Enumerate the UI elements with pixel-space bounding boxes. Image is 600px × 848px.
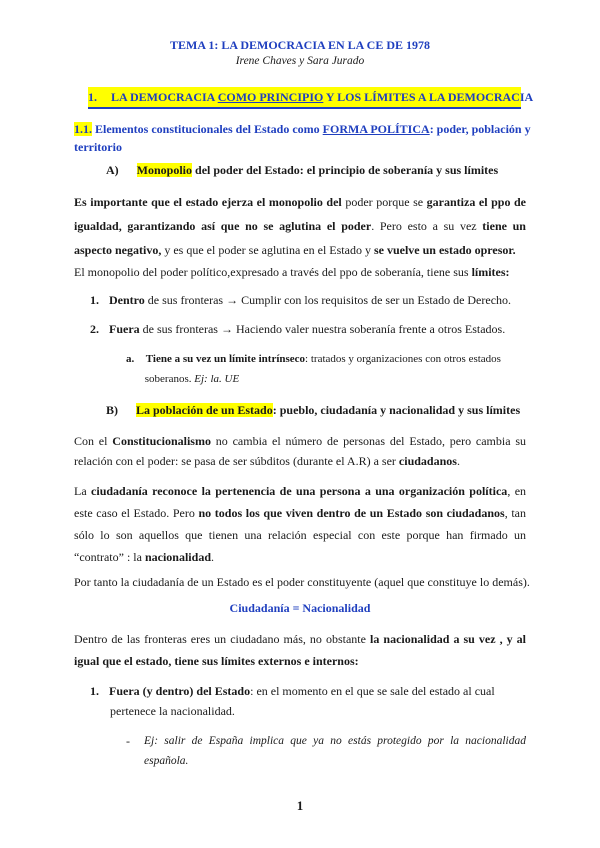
heading-a-highlight: Monopolio <box>136 163 193 177</box>
p1-s4: igualdad, garantizando así que no se aglutina el poder <box>74 219 372 233</box>
p4-s4: caso el Estado. Pero <box>96 506 195 520</box>
list-item-2-number: 2. <box>90 322 99 336</box>
section-1-title-post: Y LOS LÍMITES A LA DEMOCRACIA <box>325 90 534 104</box>
p6-s2: la nacionalidad a su vez , y al igual <box>74 632 527 668</box>
subsection-1-1-title-line2: territorio <box>74 140 122 154</box>
equation-line: Ciudadanía = Nacionalidad <box>229 601 371 615</box>
p4-s7: son aquellos que tienen una relación especial con este porque han firmado un “contrato” : la <box>74 528 526 564</box>
heading-b-highlight: La población de un Estado <box>136 403 273 417</box>
p1-s6: tiene un aspecto <box>74 219 526 257</box>
paragraph-4 <box>74 480 526 568</box>
list-item-2 <box>90 319 505 339</box>
p4-s8: nacionalidad <box>144 550 211 564</box>
list2-item-1-bold: Fuera (y dentro) del Estado <box>109 684 251 698</box>
heading-b-rest: : pueblo, ciudadanía y nacionalidad y sus límites <box>272 403 521 417</box>
section-1-number: 1. <box>88 90 97 104</box>
sublist-a-example: Ej: la. UE <box>194 373 240 385</box>
list2-item-1 <box>90 681 526 701</box>
subsection-1-1-number: 1.1. <box>74 122 92 136</box>
bullet-line1: Ej: salir de España implica que ya no estás protegido por la nacionalidad <box>144 735 526 747</box>
subsection-1-1-title-underlined: FORMA POLÍTICA <box>322 122 430 136</box>
p1-s9: se vuelve un estado opresor. <box>373 243 516 257</box>
p3-s4: con el poder: se pasa de ser súbditos (durante el A.R) a ser <box>115 454 396 468</box>
list2-item-1-line2: pertenece la nacionalidad. <box>110 704 235 718</box>
p2-text: El monopolio del poder político,expresado a través del ppo de soberanía, tiene sus <box>74 265 469 279</box>
p1-s2: poder porque se <box>345 195 424 209</box>
heading-b-letter: B) <box>106 403 118 417</box>
heading-b <box>106 400 520 420</box>
list-item-2-bold: Fuera <box>109 322 140 336</box>
paragraph-6 <box>74 628 526 672</box>
subsection-1-1-heading <box>74 120 534 156</box>
paragraph-3 <box>74 431 526 471</box>
bullet-dash: - <box>126 734 130 748</box>
sublist-item-a <box>126 349 526 389</box>
section-1-title-underlined: COMO PRINCIPIO <box>217 90 324 104</box>
list-item-1-bold: Dentro <box>109 293 145 307</box>
section-1-heading <box>88 87 534 109</box>
p6-s3: que el estado, tiene sus límites externos e internos: <box>102 654 359 668</box>
document-authors: Irene Chaves y Sara Jurado <box>235 55 365 67</box>
p3-s2: Constitucionalismo <box>112 434 211 448</box>
heading-a-rest: del poder del Estado: el principio de soberanía y sus límites <box>195 163 499 177</box>
p4-s2: ciudadanía reconoce la pertenencia de una persona a una organización política <box>91 484 508 498</box>
list2-item-1-text: : en el momento en el que se sale del estado al cual <box>250 684 495 698</box>
p4-s5: no todos los que viven dentro de un Estado son ciudadanos <box>198 506 505 520</box>
p3-s5: ciudadanos <box>398 454 457 468</box>
p3-s1: Con el <box>74 434 108 448</box>
subsection-1-1-title-post: : poder, población y <box>429 122 531 136</box>
document-title: TEMA 1: LA DEMOCRACIA EN LA CE DE 1978 <box>169 38 431 52</box>
subsection-1-1-title-pre: Elementos constitucionales del Estado como <box>95 122 320 136</box>
p1-s5: . Pero esto a su vez <box>371 219 477 233</box>
list-item-2-text: de sus fronteras → Haciendo valer nuestra soberanía frente a otros Estados. <box>142 322 506 336</box>
p4-s3: , en este <box>74 484 527 520</box>
p1-s7: negativo, <box>115 243 162 257</box>
list-item-1-number: 1. <box>90 293 99 307</box>
heading-a <box>106 160 498 180</box>
p3-s6: . <box>456 454 460 468</box>
bullet-example <box>144 731 526 771</box>
p4-s1: La <box>74 484 87 498</box>
paragraph-2 <box>74 262 534 282</box>
sublist-a-bold: Tiene a su vez un límite intrínseco <box>145 353 306 365</box>
p1-s1: Es importante que el estado ejerza el monopolio del <box>74 195 342 209</box>
list-item-1-text: de sus fronteras → Cumplir con los requisitos de ser un Estado de Derecho. <box>147 293 512 307</box>
sublist-a-line2: soberanos. <box>144 373 192 385</box>
p4-s9: . <box>211 550 214 564</box>
p4-s6: , tan sólo lo <box>74 506 526 542</box>
section-1-title-pre: LA DEMOCRACIA <box>111 90 215 104</box>
paragraph-1 <box>74 190 526 262</box>
list-item-1 <box>90 290 511 310</box>
bullet-line2: española. <box>144 755 189 767</box>
heading-a-letter: A) <box>106 163 119 177</box>
p3-s3: no cambia el número de personas del Estado, pero cambia su relación <box>74 434 527 468</box>
sublist-a-text: : tratados y organizaciones con otros estados <box>305 353 501 365</box>
p2-bold: límites: <box>471 265 510 279</box>
sublist-a-letter: a. <box>126 353 135 365</box>
page-number: 1 <box>296 798 304 813</box>
p1-s3: garantiza el ppo de <box>426 195 527 209</box>
p1-s8: y es que el poder se aglutina en el Estado y <box>164 243 371 257</box>
list2-item-1-number: 1. <box>90 684 99 698</box>
paragraph-5: Por tanto la ciudadanía de un Estado es el poder constituyente (aquel que constituye lo demás). <box>74 575 530 589</box>
p6-s1: Dentro de las fronteras eres un ciudadano más, no obstante <box>74 632 366 646</box>
